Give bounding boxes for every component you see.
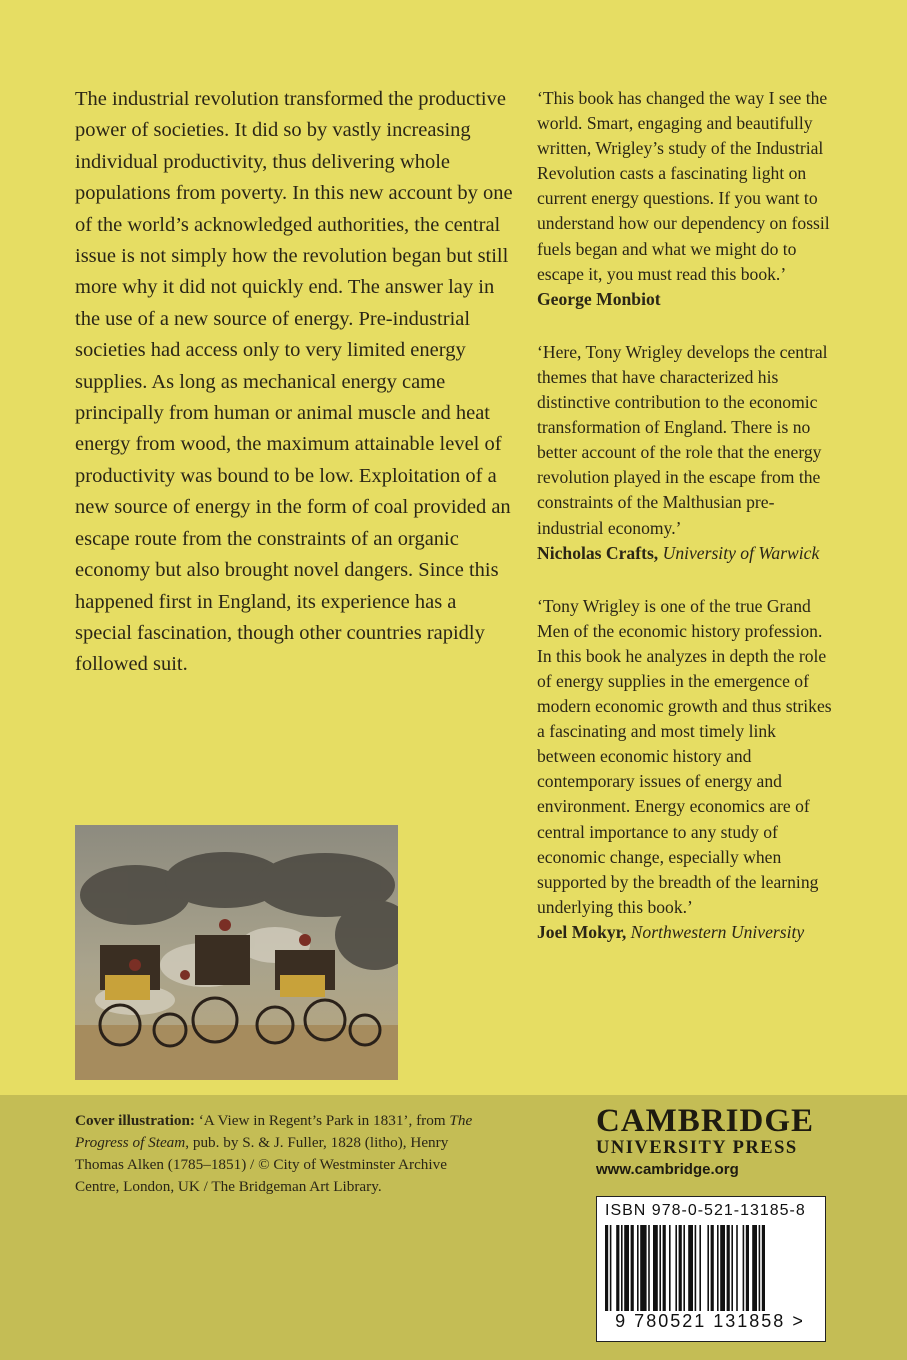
barcode-bar bbox=[648, 1225, 650, 1317]
endorsement-text: ‘This book has changed the way I see the world. Smart, engaging and beautifully written, Wrigley’s study of the Industrial Revolution casts a fascinating light on current energy questions. If you want to understand how our dependency on fossil fuels began and what we might do to escape it, you must read this book.’ bbox=[537, 88, 830, 284]
barcode-bar bbox=[659, 1225, 661, 1317]
back-cover-blurb: The industrial revolution transformed the productive power of societies. It did so by vastly increasing individual productivity, thus delivering whole populations from poverty. In this new account by one of the world’s acknowledged authorities, the central issue is not simply how the revolution began but still more why it did not quickly end. The answer lay in the use of a new source of energy. Pre-industrial societies had access only to very limited energy supplies. As long as mechanical energy came principally from human or animal muscle and heat energy from wood, the maximum attainable level of productivity was bound to be low. Exploitation of a new source of energy in the form of coal provided an escape route from the constraints of an organic economy but also brought novel dangers. Since this happened first in England, its experience has a special fascination, though other countries rapidly followed suit. bbox=[75, 88, 513, 676]
barcode-bar bbox=[752, 1225, 757, 1317]
barcode-bars bbox=[601, 1225, 821, 1317]
cover-illustration bbox=[75, 825, 398, 1080]
barcode-bar bbox=[610, 1225, 612, 1317]
endorsement-text: ‘Here, Tony Wrigley develops the central themes that have characterized his distinctive contribution to the economic transformation of England. There is no better account of the role that the energy revolution played in the escape from the constraints of the Malthusian pre-industrial economy.’ bbox=[537, 341, 828, 538]
publisher-logo bbox=[596, 1103, 836, 1180]
endorsement-crafts bbox=[537, 340, 837, 566]
barcode-bar bbox=[699, 1225, 701, 1317]
barcode-bar bbox=[746, 1225, 749, 1317]
barcode-bar bbox=[663, 1225, 666, 1317]
endorsement-affiliation: University of Warwick bbox=[662, 542, 820, 563]
endorsement-author: Joel Mokyr, bbox=[537, 921, 627, 942]
barcode-bar bbox=[637, 1225, 639, 1317]
endorsement-mokyr bbox=[537, 594, 837, 945]
endorsement-author: Nicholas Crafts, bbox=[537, 542, 659, 563]
barcode-bar bbox=[669, 1225, 671, 1317]
endorsement-affiliation: Northwestern University bbox=[630, 921, 805, 942]
publisher-name: CAMBRIDGE bbox=[596, 1103, 815, 1139]
barcode-bar bbox=[679, 1225, 682, 1317]
endorsements bbox=[537, 86, 837, 973]
barcode-bar bbox=[707, 1225, 709, 1317]
endorsement-attribution bbox=[537, 920, 837, 945]
barcode-bar bbox=[616, 1225, 619, 1317]
steam-carriages-painting bbox=[75, 825, 398, 1080]
endorsement-author: George Monbiot bbox=[537, 288, 661, 309]
endorsement-attribution bbox=[537, 287, 837, 312]
barcode-bar bbox=[688, 1225, 693, 1317]
barcode-bar bbox=[759, 1225, 761, 1317]
barcode-bar bbox=[621, 1225, 623, 1317]
barcode-bar bbox=[695, 1225, 697, 1317]
barcode-bar bbox=[736, 1225, 738, 1317]
barcode-bar bbox=[711, 1225, 714, 1317]
endorsement-text: ‘Tony Wrigley is one of the true Grand Men of the economic history profession. In this book he analyzes in depth the role of energy supplies in the emergence of modern economic growth and thus strikes a fascinating and most timely link between economic history and contemporary issues of energy and environment. Energy economics are of central importance to any study of economic change, especially when supported by the breadth of the learning underlying this book.’ bbox=[537, 595, 832, 917]
isbn-barcode bbox=[596, 1196, 826, 1342]
barcode-bar bbox=[720, 1225, 725, 1317]
cover-credit bbox=[75, 1110, 485, 1198]
endorsement-attribution bbox=[537, 541, 837, 566]
barcode-bar bbox=[762, 1225, 765, 1317]
barcode-bar bbox=[605, 1225, 608, 1317]
barcode-bar bbox=[731, 1225, 733, 1317]
credit-title: ‘A View in Regent’s Park in 1831’, bbox=[198, 1112, 413, 1129]
barcode-bar bbox=[683, 1225, 685, 1317]
credit-work: The Progress of Steam bbox=[75, 1112, 473, 1151]
credit-details: , pub. by S. & J. Fuller, 1828 (litho), Henry Thomas Alken (1785–1851) / © City of Westminster Archive Centre, London, UK / The Bridgeman Art Library. bbox=[75, 1134, 449, 1195]
barcode-bar bbox=[675, 1225, 677, 1317]
endorsement-monbiot bbox=[537, 86, 837, 312]
publisher-url: www.cambridge.org bbox=[596, 1161, 739, 1178]
barcode-bar bbox=[743, 1225, 745, 1317]
barcode-bar bbox=[631, 1225, 634, 1317]
barcode-bar bbox=[624, 1225, 629, 1317]
credit-from: from bbox=[416, 1112, 446, 1129]
credit-label: Cover illustration: bbox=[75, 1112, 195, 1129]
barcode-bar bbox=[653, 1225, 658, 1317]
barcode-bar bbox=[640, 1225, 646, 1317]
barcode-number: 9 780521 131858 > bbox=[599, 1311, 821, 1332]
isbn-label: ISBN 978-0-521-13185-8 bbox=[605, 1202, 806, 1219]
barcode-bar bbox=[717, 1225, 719, 1317]
publisher-press: UNIVERSITY PRESS bbox=[596, 1138, 798, 1158]
barcode-bar bbox=[727, 1225, 730, 1317]
